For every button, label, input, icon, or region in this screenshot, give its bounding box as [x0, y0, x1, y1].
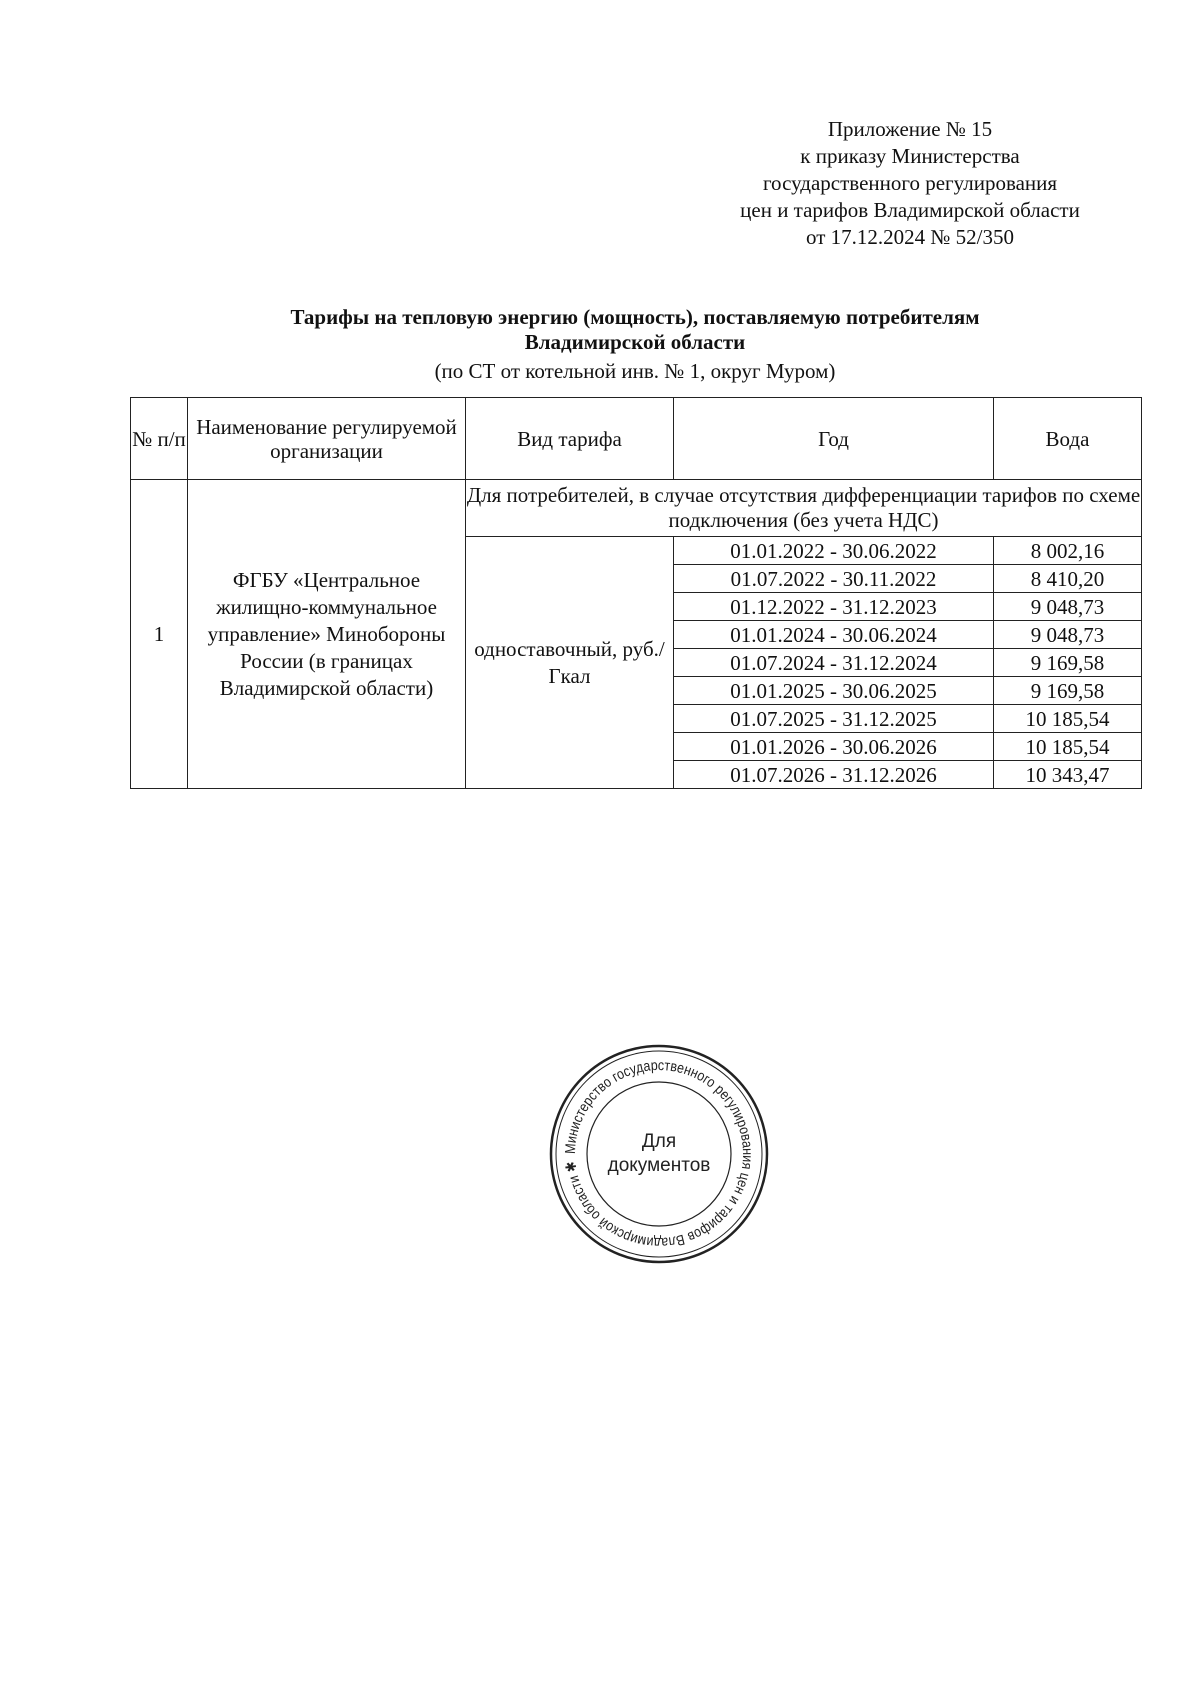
official-stamp	[548, 1043, 770, 1265]
table-header-row	[131, 398, 1142, 480]
appendix-line: от 17.12.2024 № 52/350	[805, 225, 1015, 249]
water-tariff-value: 9 048,73	[994, 593, 1142, 621]
period-cell: 01.07.2026 - 31.12.2026	[674, 761, 994, 789]
stamp-seal	[548, 1043, 770, 1265]
period-cell: 01.07.2024 - 31.12.2024	[674, 649, 994, 677]
appendix-line: к приказу Министерства	[800, 144, 1020, 168]
document-subtitle: (по СТ от котельной инв. № 1, округ Муром)	[434, 359, 836, 383]
period-cell: 01.01.2024 - 30.06.2024	[674, 621, 994, 649]
header-water: Вода	[994, 398, 1142, 480]
document-title	[130, 305, 1140, 385]
header-org: Наименование регулируемой организации	[188, 398, 466, 480]
stamp-center-line: документов	[607, 1155, 711, 1176]
row-number: 1	[131, 480, 188, 789]
water-tariff-value: 10 185,54	[994, 733, 1142, 761]
water-tariff-value: 9 169,58	[994, 649, 1142, 677]
header-year: Год	[674, 398, 994, 480]
period-cell: 01.07.2022 - 30.11.2022	[674, 565, 994, 593]
title-line: Владимирской области	[524, 330, 746, 354]
stamp-ring-text: Министерство государственного регулирования цен и тарифов Владимирской области ✱	[562, 1057, 756, 1251]
water-tariff-value: 8 002,16	[994, 537, 1142, 565]
appendix-block	[700, 116, 1120, 251]
water-tariff-value: 9 169,58	[994, 677, 1142, 705]
period-cell: 01.01.2022 - 30.06.2022	[674, 537, 994, 565]
title-line: Тарифы на тепловую энергию (мощность), поставляемую потребителям	[290, 305, 980, 329]
period-cell: 01.01.2025 - 30.06.2025	[674, 677, 994, 705]
organization-name: ФГБУ «Центральное жилищно-коммунальное управление» Минобороны России (в границах Владимирской области)	[188, 480, 466, 789]
header-tariff-type: Вид тарифа	[466, 398, 674, 480]
appendix-line: Приложение № 15	[827, 117, 993, 141]
period-cell: 01.07.2025 - 31.12.2025	[674, 705, 994, 733]
svg-text:Министерство государственного	[563, 1058, 755, 1250]
water-tariff-value: 8 410,20	[994, 565, 1142, 593]
tariff-table	[130, 397, 1142, 789]
header-num: № п/п	[131, 398, 188, 480]
table-row	[131, 480, 1142, 537]
appendix-line: государственного регулирования	[762, 171, 1058, 195]
water-tariff-value: 9 048,73	[994, 621, 1142, 649]
appendix-line: цен и тарифов Владимирской области	[740, 198, 1080, 222]
stamp-center-line: Для	[641, 1131, 677, 1152]
period-cell: 01.01.2026 - 30.06.2026	[674, 733, 994, 761]
water-tariff-value: 10 343,47	[994, 761, 1142, 789]
tariff-type-cell: одноставочный, руб./Гкал	[466, 537, 674, 789]
consumer-subheader: Для потребителей, в случае отсутствия дифференциации тарифов по схеме подключения (без учета НДС)	[466, 480, 1142, 537]
period-cell: 01.12.2022 - 31.12.2023	[674, 593, 994, 621]
water-tariff-value: 10 185,54	[994, 705, 1142, 733]
